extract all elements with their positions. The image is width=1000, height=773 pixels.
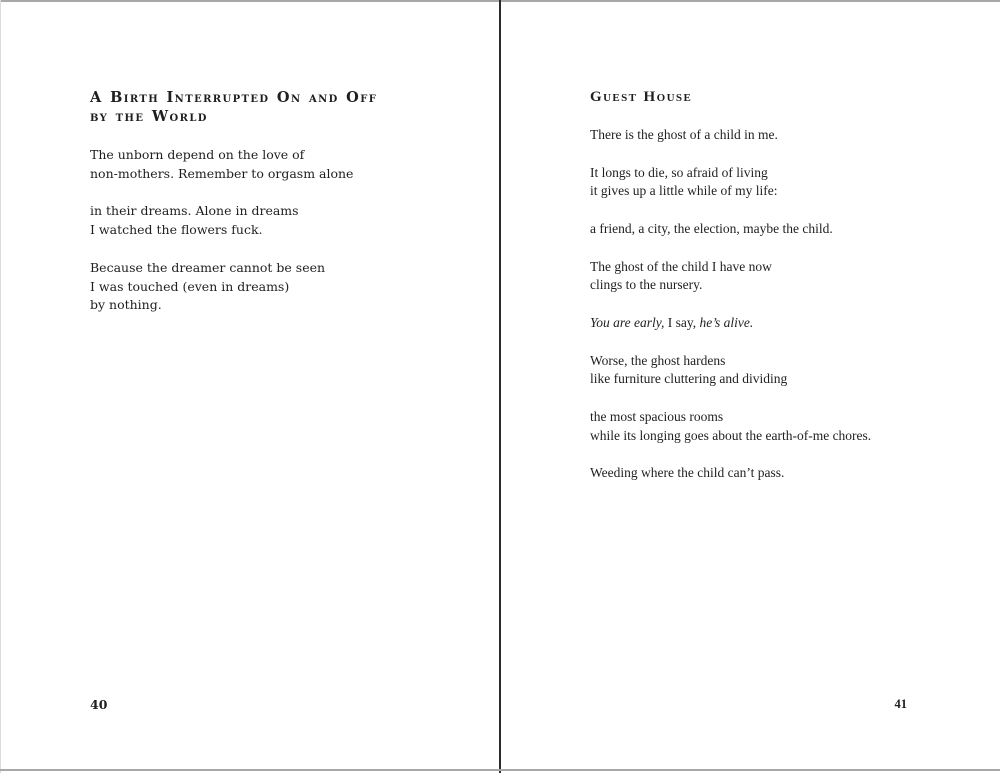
poem-stanza	[590, 220, 871, 239]
poem-line	[90, 296, 353, 315]
poem-line-segment: it gives up a little while of my life:	[590, 183, 778, 199]
poem-line	[590, 164, 871, 183]
poem-line	[90, 259, 353, 278]
poem-line	[90, 146, 353, 165]
right-page-number: 41	[894, 697, 907, 711]
poem-stanza	[590, 258, 871, 296]
poem-line	[590, 370, 871, 389]
poem-line-segment: while its longing goes about the earth-of-me chores.	[590, 427, 872, 443]
poem-stanza	[590, 164, 871, 202]
bottom-border-rule	[0, 769, 1000, 771]
poem-line-segment: I was touched (even in dreams)	[90, 278, 290, 294]
right-poem-body	[590, 126, 871, 502]
poem-line	[90, 221, 353, 240]
poem-line-italic-segment: You are early,	[590, 314, 668, 330]
left-poem-body	[90, 146, 353, 334]
right-poem-title	[590, 88, 692, 107]
poem-line-segment: Weeding where the child can’t pass.	[590, 465, 785, 481]
left-poem-title-line-1: A Birth Interrupted On and Off	[90, 89, 378, 106]
poem-line	[590, 408, 871, 427]
poem-line-segment: in their dreams. Alone in dreams	[90, 203, 299, 219]
poem-line-segment: It longs to die, so afraid of living	[590, 164, 768, 180]
poem-stanza	[590, 126, 871, 145]
poem-line	[590, 258, 871, 277]
poem-stanza	[590, 352, 871, 390]
poem-line-segment: clings to the nursery.	[590, 277, 703, 293]
left-poem-title	[90, 88, 377, 126]
poem-line-segment: I say,	[667, 314, 700, 330]
poem-line-italic-segment: he’s alive.	[699, 314, 754, 330]
poem-line	[590, 314, 871, 333]
left-poem-title-line-2: by the World	[90, 108, 208, 125]
poem-line	[590, 464, 871, 483]
poem-stanza	[590, 314, 871, 333]
poem-line	[590, 126, 871, 145]
poem-line	[90, 202, 353, 221]
poem-line	[90, 165, 353, 184]
right-poem-title-line-1: Guest House	[590, 89, 693, 105]
poem-line-segment: There is the ghost of a child in me.	[590, 127, 778, 142]
right-page	[500, 0, 1000, 773]
poem-line	[590, 276, 871, 295]
poem-line-segment: I watched the flowers fuck.	[90, 222, 263, 238]
poem-line	[590, 352, 871, 371]
poem-line	[590, 220, 871, 239]
poem-line-segment: a friend, a city, the election, maybe the child.	[590, 220, 833, 236]
poem-line-segment: like furniture cluttering and dividing	[590, 371, 788, 387]
poem-line-segment: Worse, the ghost hardens	[590, 352, 726, 368]
poem-stanza	[90, 259, 353, 315]
left-page-number: 40	[90, 697, 108, 712]
poem-line-segment: non-mothers. Remember to orgasm alone	[90, 165, 354, 181]
poem-stanza	[90, 202, 353, 240]
poem-line-segment: Because the dreamer cannot be seen	[90, 259, 326, 275]
poem-stanza	[590, 464, 871, 483]
poem-stanza	[90, 146, 353, 184]
poem-line	[590, 427, 871, 446]
poem-line	[590, 182, 871, 201]
poem-stanza	[590, 408, 871, 446]
poem-line-segment: by nothing.	[90, 297, 162, 313]
poem-line-segment: The unborn depend on the love of	[90, 147, 305, 162]
poem-line	[90, 278, 353, 297]
poem-line-segment: the most spacious rooms	[590, 408, 724, 424]
poem-line-segment: The ghost of the child I have now	[590, 258, 772, 274]
